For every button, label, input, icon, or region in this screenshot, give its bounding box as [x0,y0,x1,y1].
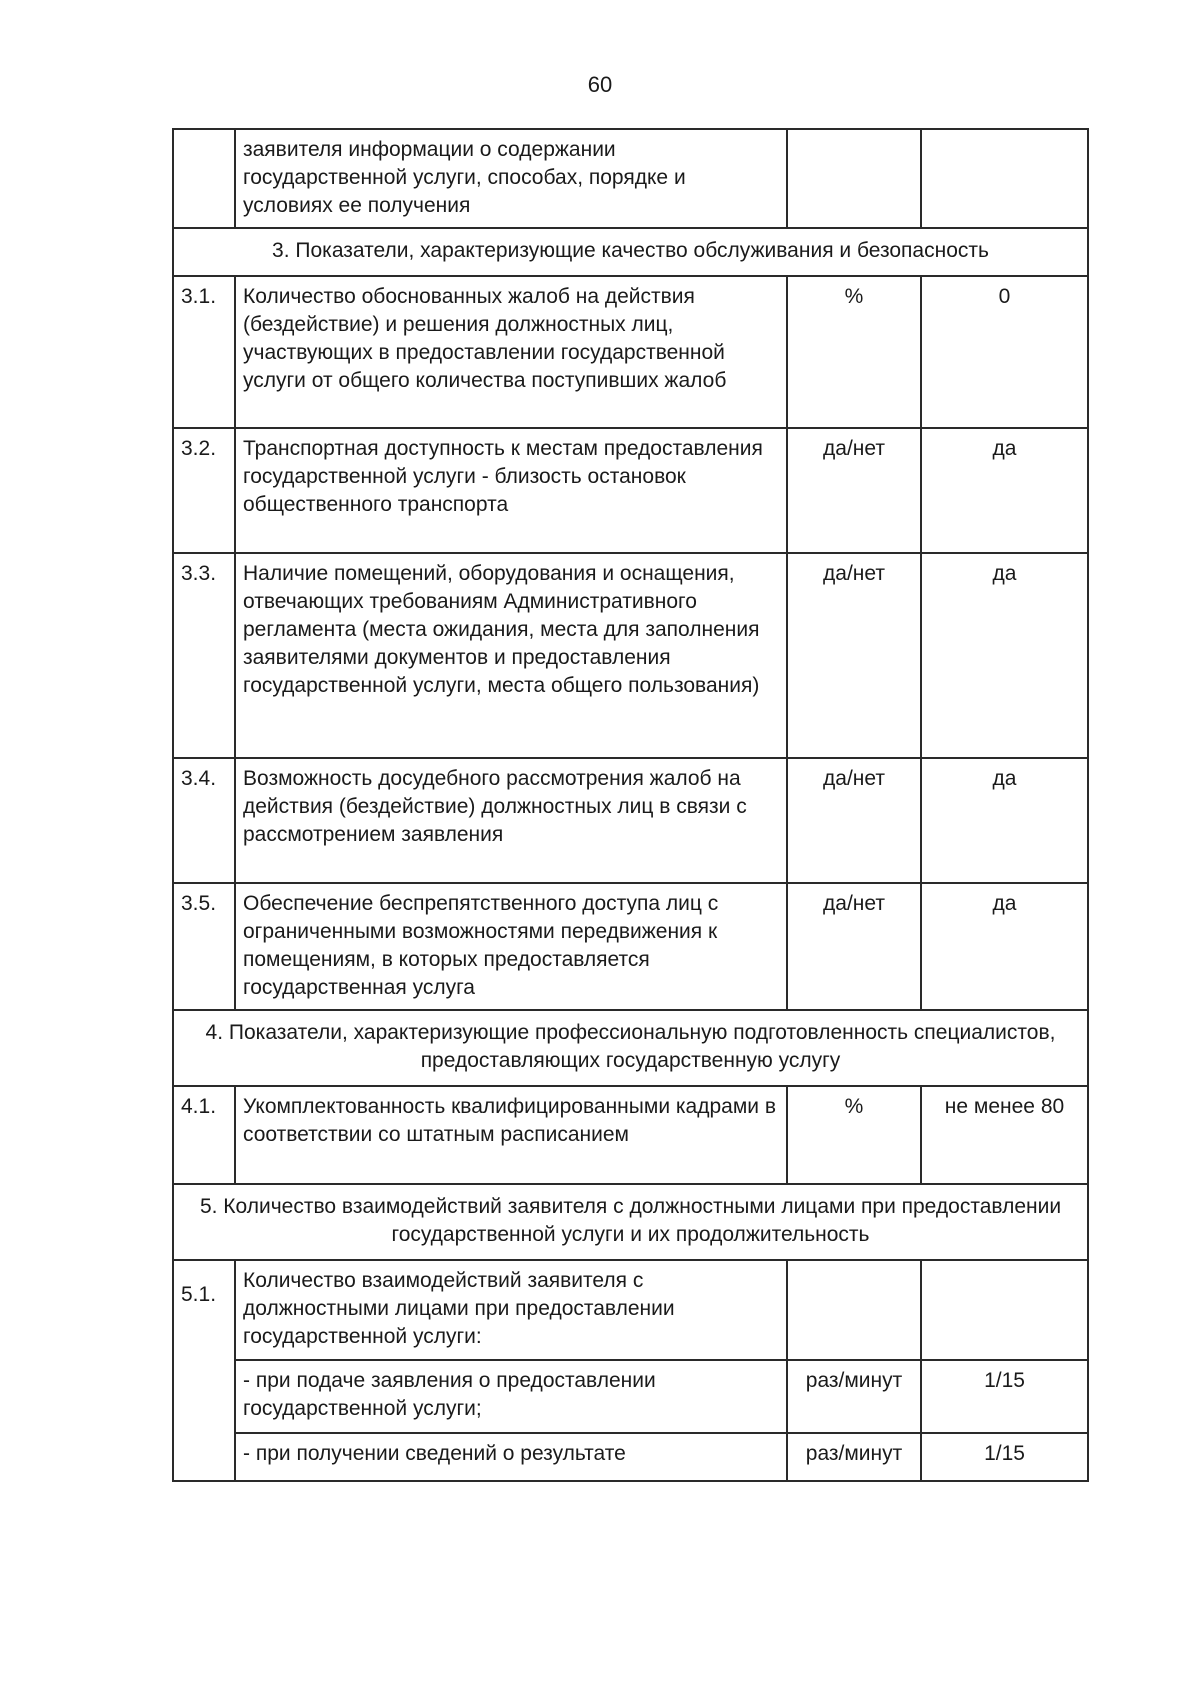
section-title: 5. Количество взаимодействий заявителя с должностными лицами при предоставлении государственной услуги и их продолжительность [173,1184,1088,1260]
table-row [173,1360,1088,1433]
table-row [173,1433,1088,1481]
indicator-name: Укомплектованность квалифицированными кадрами в соответствии со штатным расписанием [235,1086,787,1184]
unit-cell [787,129,921,228]
unit-cell: да/нет [787,758,921,883]
indicator-name: Обеспечение беспрепятственного доступа лиц с ограниченными возможностями передвижения к помещениям, в которых предоставляется государственная услуга [235,883,787,1010]
value-cell: да [921,428,1088,553]
indicator-name: Наличие помещений, оборудования и оснащения, отвечающих требованиям Административного регламента (места ожидания, места для заполнения заявителями документов и предоставления государственной услуги, места общего пользования) [235,553,787,758]
indicator-name: заявителя информации о содержании государственной услуги, способах, порядке и условиях ее получения [235,129,787,228]
table-row [173,553,1088,758]
table-row [173,129,1088,228]
row-number [173,129,235,228]
unit-cell: раз/минут [787,1433,921,1481]
indicator-name: Возможность досудебного рассмотрения жалоб на действия (бездействие) должностных лиц в связи с рассмотрением заявления [235,758,787,883]
row-number: 3.3. [173,553,235,758]
row-number: 5.1. [173,1260,235,1481]
value-cell: да [921,758,1088,883]
unit-cell: да/нет [787,428,921,553]
row-number: 3.1. [173,276,235,428]
indicator-name: - при подаче заявления о предоставлении государственной услуги; [235,1360,787,1433]
section-header [173,1010,1088,1086]
unit-cell [787,1260,921,1360]
table-row [173,428,1088,553]
table-row [173,1260,1088,1360]
table-row [173,758,1088,883]
table-row [173,1086,1088,1184]
section-title: 4. Показатели, характеризующие профессиональную подготовленность специалистов, предоставляющих государственную услугу [173,1010,1088,1086]
row-number: 3.4. [173,758,235,883]
indicators-table [172,128,1089,1482]
table-row [173,276,1088,428]
value-cell: да [921,883,1088,1010]
table-row [173,883,1088,1010]
row-number: 4.1. [173,1086,235,1184]
value-cell [921,1260,1088,1360]
value-cell: 1/15 [921,1433,1088,1481]
unit-cell: % [787,1086,921,1184]
value-cell [921,129,1088,228]
value-cell: 0 [921,276,1088,428]
row-number: 3.2. [173,428,235,553]
indicator-name: Транспортная доступность к местам предоставления государственной услуги - близость остановок общественного транспорта [235,428,787,553]
section-header [173,1184,1088,1260]
indicator-name: Количество взаимодействий заявителя с должностными лицами при предоставлении государственной услуги: [235,1260,787,1360]
unit-cell: раз/минут [787,1360,921,1433]
value-cell: да [921,553,1088,758]
indicator-name: Количество обоснованных жалоб на действия (бездействие) и решения должностных лиц, участвующих в предоставлении государственной услуги от общего количества поступивших жалоб [235,276,787,428]
unit-cell: % [787,276,921,428]
page-number: 60 [587,72,613,97]
value-cell: не менее 80 [921,1086,1088,1184]
unit-cell: да/нет [787,553,921,758]
unit-cell: да/нет [787,883,921,1010]
value-cell: 1/15 [921,1360,1088,1433]
indicator-name: - при получении сведений о результате [235,1433,787,1481]
row-number: 3.5. [173,883,235,1010]
section-header [173,228,1088,276]
section-title: 3. Показатели, характеризующие качество обслуживания и безопасность [173,228,1088,276]
